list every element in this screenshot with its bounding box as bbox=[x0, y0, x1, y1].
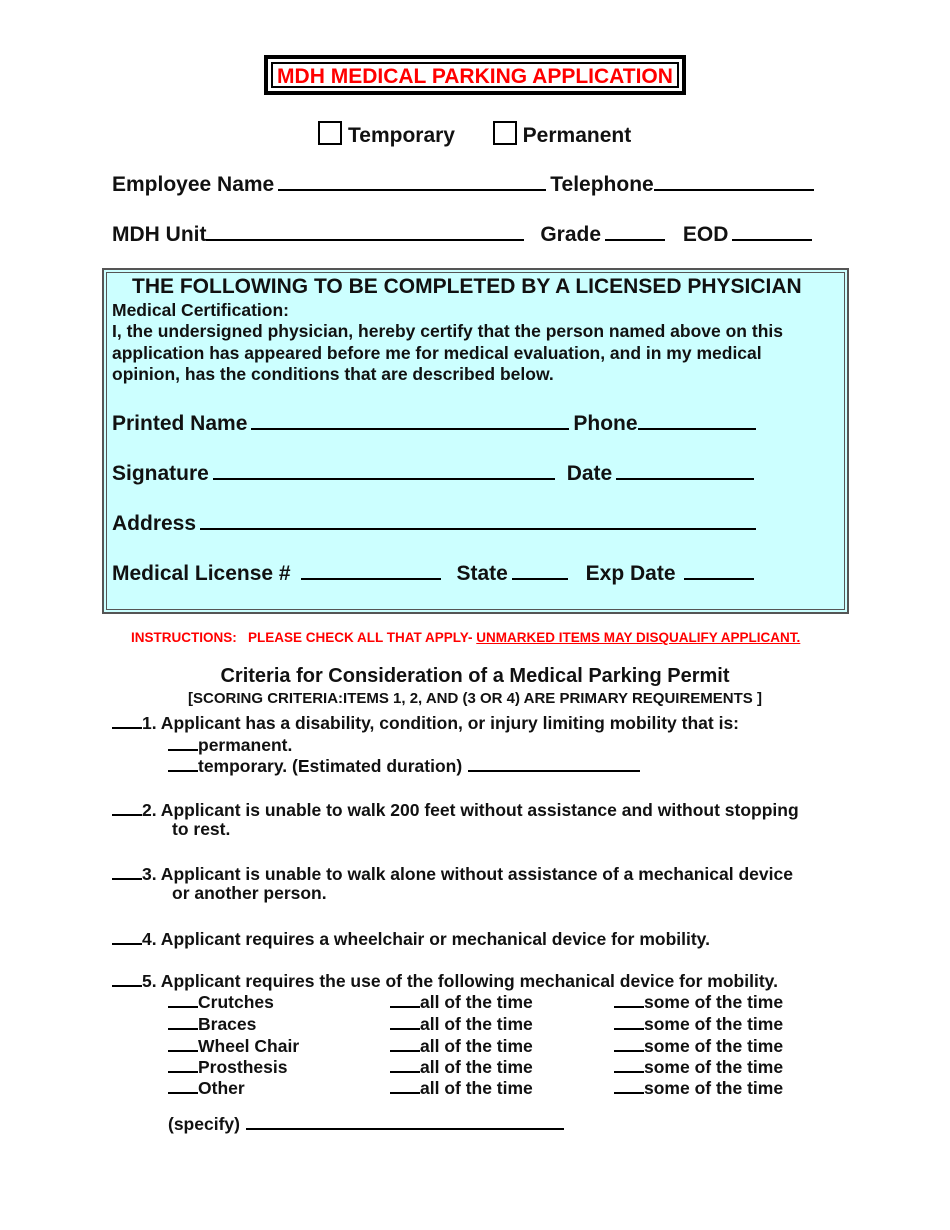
permanent-checkbox[interactable] bbox=[493, 121, 517, 145]
some-time-check[interactable] bbox=[614, 1012, 644, 1030]
item-3-check[interactable] bbox=[112, 862, 142, 880]
device-check[interactable] bbox=[168, 1034, 198, 1052]
device-row bbox=[168, 1055, 287, 1078]
all-time-option bbox=[390, 1012, 533, 1035]
signature-field[interactable] bbox=[213, 460, 555, 480]
instructions bbox=[131, 630, 800, 645]
unit-row bbox=[112, 221, 816, 247]
item-5-text: 5. Applicant requires the use of the following mechanical device for mobility. bbox=[142, 971, 778, 991]
item-2-text: 2. Applicant is unable to walk 200 feet without assistance and without stopping bbox=[142, 800, 799, 820]
all-time-label: all of the time bbox=[420, 1057, 533, 1077]
printed-name-field[interactable] bbox=[251, 410, 569, 430]
some-time-check[interactable] bbox=[614, 990, 644, 1008]
device-row bbox=[168, 990, 274, 1013]
some-time-check[interactable] bbox=[614, 1076, 644, 1094]
instructions-warning: UNMARKED ITEMS MAY DISQUALIFY APPLICANT. bbox=[476, 630, 801, 645]
date-label: Date bbox=[566, 462, 613, 485]
duration-field[interactable] bbox=[468, 754, 640, 772]
all-time-check[interactable] bbox=[390, 1034, 420, 1052]
certification-label: Medical Certification: bbox=[112, 300, 289, 320]
some-time-option bbox=[614, 1034, 783, 1057]
criteria-item-1b bbox=[168, 754, 640, 777]
some-time-option bbox=[614, 1012, 783, 1035]
device-row bbox=[168, 1012, 256, 1035]
specify-field[interactable] bbox=[246, 1112, 564, 1130]
phone-field[interactable] bbox=[638, 410, 756, 430]
item-1-text: 1. Applicant has a disability, condition, or injury limiting mobility that is: bbox=[142, 713, 739, 733]
permanent-label: Permanent bbox=[522, 124, 632, 147]
some-time-label: some of the time bbox=[644, 1036, 784, 1056]
eod-label: EOD bbox=[682, 223, 729, 246]
item-1a-text: permanent. bbox=[198, 735, 293, 755]
signature-row bbox=[112, 460, 758, 486]
all-time-label: all of the time bbox=[420, 1014, 533, 1034]
address-field[interactable] bbox=[200, 510, 756, 530]
item-3-continuation: or another person. bbox=[172, 883, 327, 903]
physician-heading: THE FOLLOWING TO BE COMPLETED BY A LICENSED PHYSICIAN bbox=[132, 275, 802, 298]
device-label: Wheel Chair bbox=[198, 1036, 300, 1056]
employee-name-label: Employee Name bbox=[112, 173, 275, 196]
unit-label: MDH Unit bbox=[112, 223, 207, 246]
criteria-item-2 bbox=[112, 798, 799, 821]
all-time-option bbox=[390, 1055, 533, 1078]
item-1b-text: temporary. (Estimated duration) bbox=[198, 756, 463, 776]
all-time-check[interactable] bbox=[390, 1055, 420, 1073]
device-check[interactable] bbox=[168, 1076, 198, 1094]
criteria-item-3 bbox=[112, 862, 793, 885]
some-time-option bbox=[614, 990, 783, 1013]
all-time-option bbox=[390, 990, 533, 1013]
printed-name-row bbox=[112, 410, 760, 436]
device-row bbox=[168, 1076, 245, 1099]
all-time-label: all of the time bbox=[420, 1036, 533, 1056]
device-check[interactable] bbox=[168, 1055, 198, 1073]
grade-field[interactable] bbox=[605, 221, 665, 241]
address-label: Address bbox=[112, 512, 197, 535]
some-time-option bbox=[614, 1055, 783, 1078]
device-label: Crutches bbox=[198, 992, 274, 1012]
page-title: MDH MEDICAL PARKING APPLICATION bbox=[271, 62, 679, 88]
item-1b-check[interactable] bbox=[168, 754, 198, 772]
some-time-label: some of the time bbox=[644, 1057, 784, 1077]
temporary-label: Temporary bbox=[348, 124, 455, 147]
device-label: Prosthesis bbox=[198, 1057, 288, 1077]
criteria-subtitle: [SCORING CRITERIA:ITEMS 1, 2, AND (3 OR 4) ARE PRIMARY REQUIREMENTS ] bbox=[188, 690, 762, 707]
item-4-check[interactable] bbox=[112, 927, 142, 945]
exp-date-label: Exp Date bbox=[585, 562, 676, 585]
criteria-item-4 bbox=[112, 927, 710, 950]
unit-field[interactable] bbox=[206, 221, 524, 241]
instructions-prefix: INSTRUCTIONS: PLEASE CHECK ALL THAT APPLY- bbox=[131, 630, 477, 645]
device-label: Other bbox=[198, 1078, 245, 1098]
license-label: Medical License # bbox=[112, 562, 291, 585]
device-check[interactable] bbox=[168, 990, 198, 1008]
employee-name-field[interactable] bbox=[278, 171, 546, 191]
item-5-check[interactable] bbox=[112, 969, 142, 987]
certification-text-3: opinion, has the conditions that are described below. bbox=[112, 364, 554, 384]
certification-text-1: I, the undersigned physician, hereby certify that the person named above on this bbox=[112, 321, 783, 341]
telephone-field[interactable] bbox=[654, 171, 814, 191]
certification-text-2: application has appeared before me for medical evaluation, and in my medical bbox=[112, 343, 762, 363]
some-time-label: some of the time bbox=[644, 992, 784, 1012]
signature-label: Signature bbox=[112, 462, 209, 485]
item-2-continuation: to rest. bbox=[172, 819, 231, 839]
criteria-item-1a bbox=[168, 733, 292, 756]
employee-name-row bbox=[112, 171, 818, 197]
state-label: State bbox=[456, 562, 508, 585]
device-check[interactable] bbox=[168, 1012, 198, 1030]
device-row bbox=[168, 1034, 299, 1057]
title-box bbox=[264, 55, 686, 95]
device-label: Braces bbox=[198, 1014, 257, 1034]
state-field[interactable] bbox=[512, 560, 568, 580]
some-time-option bbox=[614, 1076, 783, 1099]
all-time-option bbox=[390, 1076, 533, 1099]
item-4-text: 4. Applicant requires a wheelchair or mechanical device for mobility. bbox=[142, 929, 710, 949]
some-time-check[interactable] bbox=[614, 1055, 644, 1073]
criteria-item-1 bbox=[112, 711, 739, 734]
criteria-item-5 bbox=[112, 969, 778, 992]
all-time-label: all of the time bbox=[420, 1078, 533, 1098]
date-field[interactable] bbox=[616, 460, 754, 480]
permit-type-row bbox=[318, 121, 631, 148]
temporary-checkbox[interactable] bbox=[318, 121, 342, 145]
item-1-check[interactable] bbox=[112, 711, 142, 729]
exp-date-field[interactable] bbox=[684, 560, 754, 580]
eod-field[interactable] bbox=[732, 221, 812, 241]
all-time-label: all of the time bbox=[420, 992, 533, 1012]
item-1a-check[interactable] bbox=[168, 733, 198, 751]
some-time-label: some of the time bbox=[644, 1078, 784, 1098]
some-time-check[interactable] bbox=[614, 1034, 644, 1052]
item-2-check[interactable] bbox=[112, 798, 142, 816]
license-field[interactable] bbox=[301, 560, 441, 580]
specify-label: (specify) bbox=[168, 1114, 240, 1134]
all-time-check[interactable] bbox=[390, 1076, 420, 1094]
address-row bbox=[112, 510, 760, 536]
telephone-label: Telephone bbox=[550, 173, 654, 196]
some-time-label: some of the time bbox=[644, 1014, 784, 1034]
specify-row bbox=[168, 1112, 564, 1135]
all-time-check[interactable] bbox=[390, 1012, 420, 1030]
all-time-check[interactable] bbox=[390, 990, 420, 1008]
criteria-title: Criteria for Consideration of a Medical Parking Permit bbox=[220, 665, 730, 687]
phone-label: Phone bbox=[573, 412, 638, 435]
item-3-text: 3. Applicant is unable to walk alone without assistance of a mechanical device bbox=[142, 864, 793, 884]
grade-label: Grade bbox=[540, 223, 602, 246]
all-time-option bbox=[390, 1034, 533, 1057]
printed-name-label: Printed Name bbox=[112, 412, 248, 435]
license-row bbox=[112, 560, 758, 586]
